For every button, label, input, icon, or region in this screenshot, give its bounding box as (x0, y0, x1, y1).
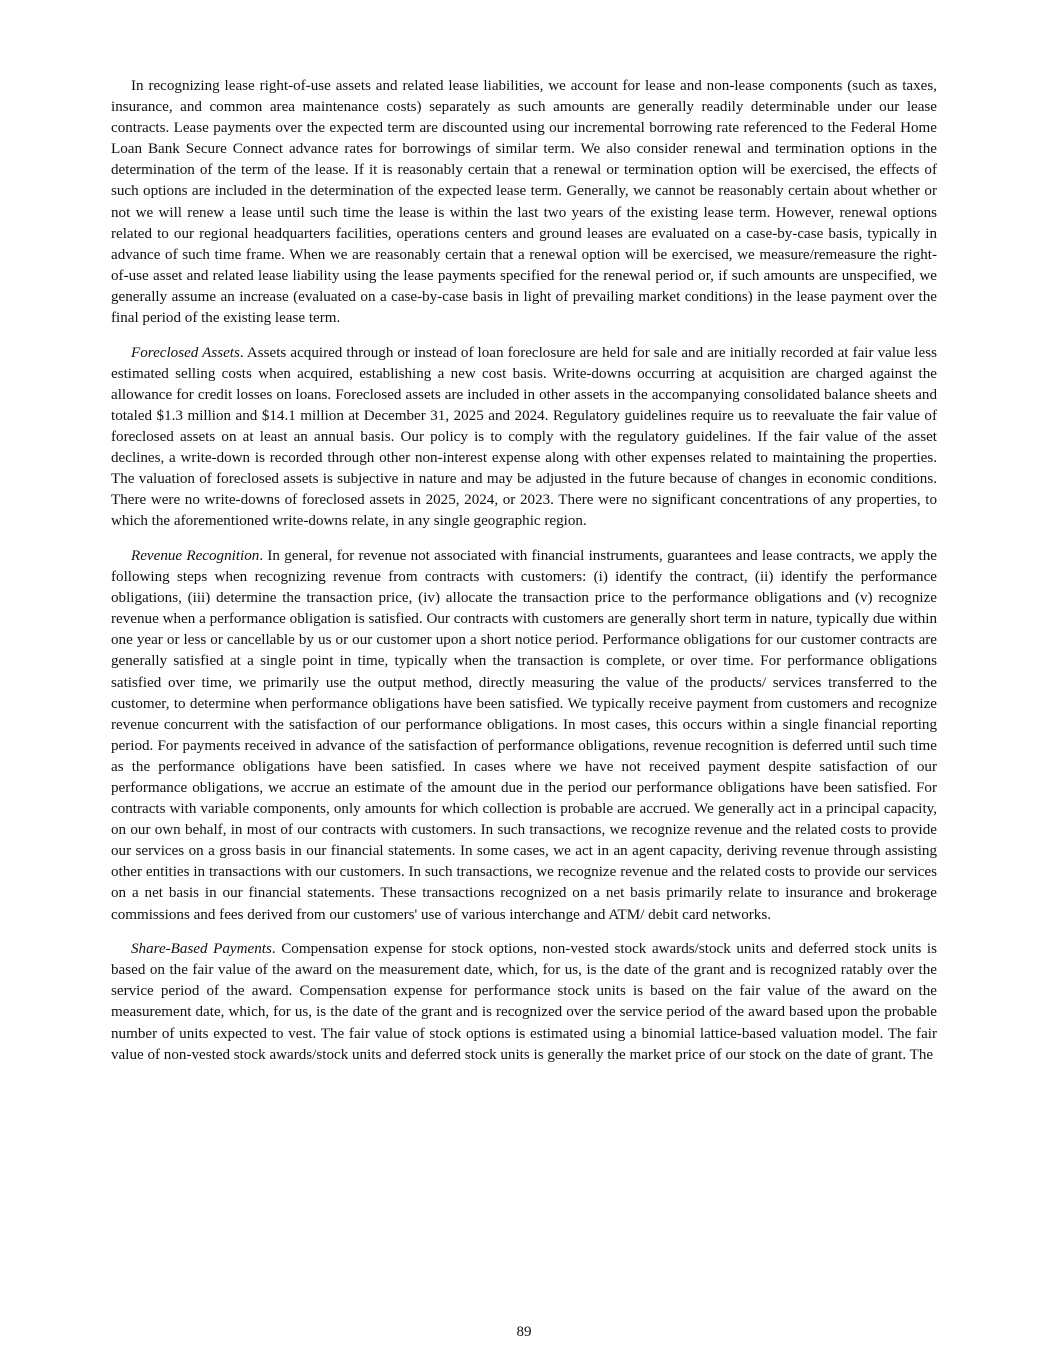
section-heading-share-based-payments: Share-Based Payments (131, 941, 272, 958)
page-number: 89 (516, 1324, 532, 1340)
paragraph-text: . Compensation expense for stock options, non-vested stock awards/stock units and deferred stock units is based on the fair value of the award on the measurement date, which, for us, is the date of the grant and is recognized ratably over the service period of the award. Compensation expense for performance stock units is based on the fair value of the award on the measurement date, which, for us, is the date of the grant and is recognized over the service period of the award based upon the probable number of units expected to vest. The fair value of stock options is estimated using a binomial lattice-based valuation model. The fair value of non-vested stock awards/stock units and deferred stock units is generally the market price of our stock on the date of grant. The (111, 941, 937, 1063)
paragraph-text: . Assets acquired through or instead of loan foreclosure are held for sale and are initially recorded at fair value less estimated selling costs when acquired, establishing a new cost basis. Write-downs occurring at acquisition are charged against the allowance for credit losses on loans. Foreclosed assets are included in other assets in the accompanying consolidated balance sheets and totaled $1.3 million and $14.1 million at December 31, 2025 and 2024. Regulatory guidelines require us to reevaluate the fair value of foreclosed assets on at least an annual basis. Our policy is to comply with the regulatory guidelines. If the fair value of the asset declines, a write-down is recorded through other non-interest expense along with other expenses related to maintaining the properties. The valuation of foreclosed assets is subjective in nature and may be adjusted in the future because of changes in economic conditions. There were no write-downs of foreclosed assets in 2025, 2024, or 2023. There were no significant concentrations of any properties, to which the aforementioned write-downs relate, in any single geographic region. (111, 344, 937, 530)
paragraph-foreclosed-assets (111, 343, 937, 533)
paragraph-revenue-recognition (111, 546, 937, 926)
paragraph-share-based-payments (111, 939, 937, 1066)
paragraph-lease-recognition (111, 76, 937, 329)
document-page (111, 76, 937, 1079)
section-heading-foreclosed-assets: Foreclosed Assets (131, 344, 240, 361)
paragraph-text: In recognizing lease right-of-use assets and related lease liabilities, we account for lease and non-lease components (such as taxes, insurance, and common area maintenance costs) separately as such amounts are generally readily determinable under our lease contracts. Lease payments over the expected term are discounted using our incremental borrowing rate referenced to the Federal Home Loan Bank Secure Connect advance rates for borrowings of similar term. We also consider renewal and termination options in the determination of the term of the lease. If it is reasonably certain that a renewal or termination option will be exercised, the effects of such options are included in the determination of the expected lease term. Generally, we cannot be reasonably certain about whether or not we will renew a lease until such time the lease is within the last two years of the existing lease term. However, renewal options related to our regional headquarters facilities, operations centers and ground leases are evaluated on a case-by-case basis, typically in advance of such time frame. When we are reasonably certain that a renewal option will be exercised, we measure/remeasure the right-of-use asset and related lease liability using the lease payments specified for the renewal period or, if such amounts are unspecified, we generally assume an increase (evaluated on a case-by-case basis in light of prevailing market conditions) in the lease payment over the final period of the existing lease term. (111, 78, 937, 327)
section-heading-revenue-recognition: Revenue Recognition (131, 547, 260, 564)
paragraph-text: . In general, for revenue not associated with financial instruments, guarantees and lease contracts, we apply the following steps when recognizing revenue from contracts with customers: (i) identify the contract, (ii) identify the performance obligations, (iii) determine the transaction price, (iv) allocate the transaction price to the performance obligations and (v) recognize revenue when a performance obligation is satisfied. Our contracts with customers are generally short term in nature, typically due within one year or less or cancellable by us or our customer upon a short notice period. Performance obligations for our customer contracts are generally satisfied at a single point in time, typically when the transaction is complete, or over time. For performance obligations satisfied over time, we primarily use the output method, directly measuring the value of the products/ services transferred to the customer, to determine when performance obligations have been satisfied. We typically receive payment from customers and recognize revenue concurrent with the satisfaction of our performance obligations. In most cases, this occurs within a single financial reporting period. For payments received in advance of the satisfaction of performance obligations, revenue recognition is deferred until such time as the performance obligations have been satisfied. In cases where we have not received payment despite satisfaction of our performance obligations, we accrue an estimate of the amount due in the period our performance obligations have been satisfied. For contracts with variable components, only amounts for which collection is probable are accrued. We generally act in a principal capacity, on our own behalf, in most of our contracts with customers. In such transactions, we recognize revenue and the related costs to provide our services on a gross basis in our financial statements. In some cases, we act in an agent capacity, deriving revenue through assisting other entities in transactions with our customers. In such transactions, we recognize revenue and the related costs to provide our services on a net basis in our financial statements. These transactions recognized on a net basis primarily relate to insurance and brokerage commissions and fees derived from our customers' use of various interchange and ATM/ debit card networks. (111, 547, 937, 923)
